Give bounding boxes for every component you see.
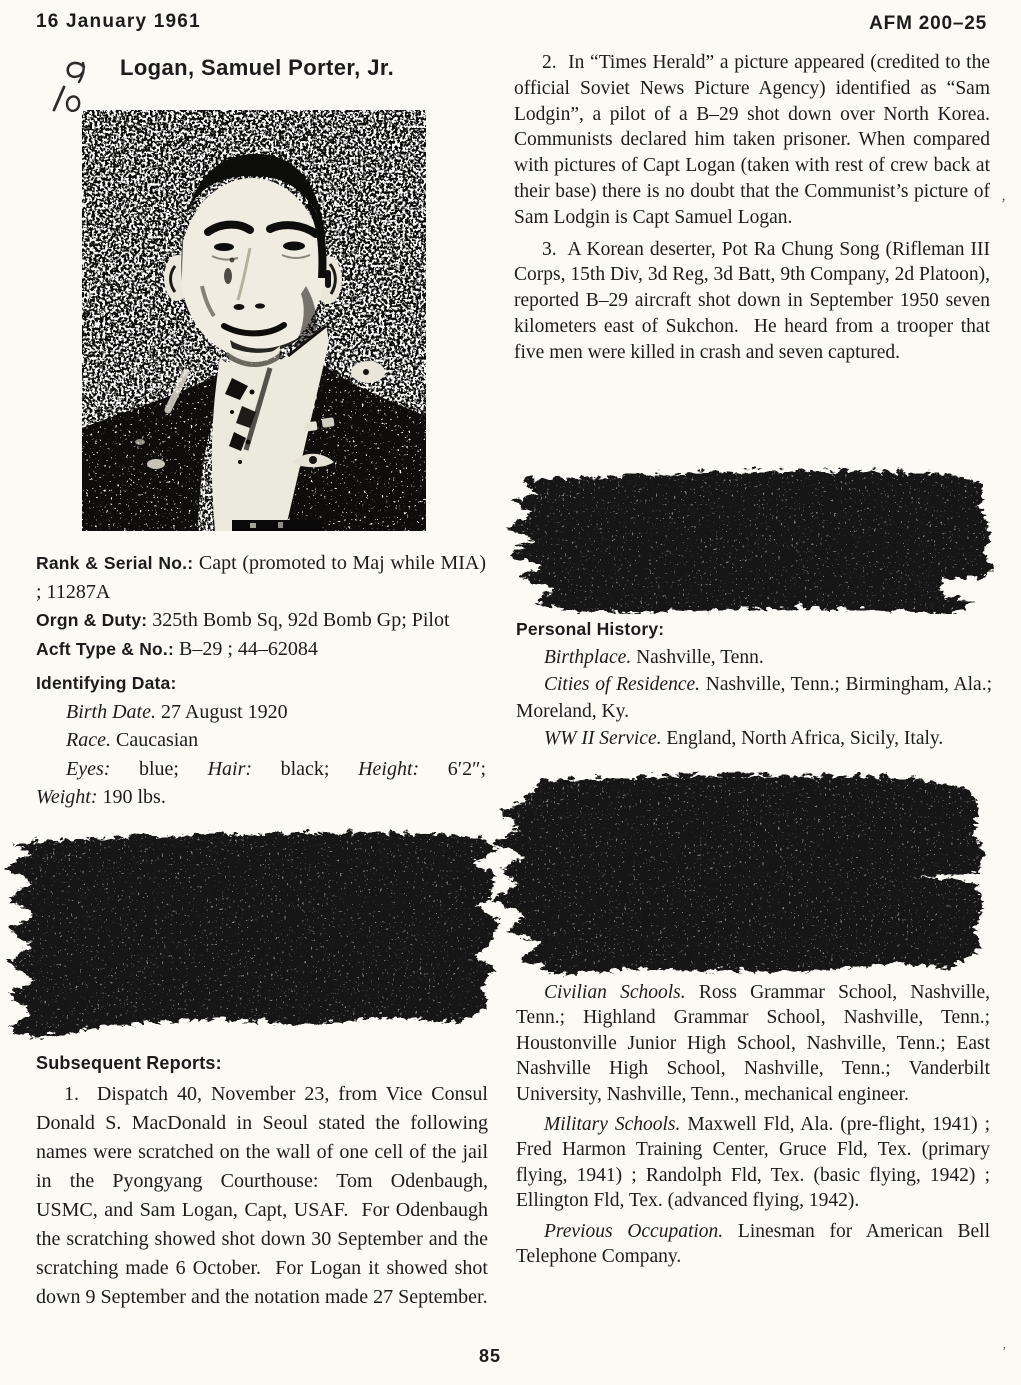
identifying-data-heading: Identifying Data:: [36, 673, 177, 693]
field-ww2-value: England, North Africa, Sicily, Italy.: [666, 728, 944, 749]
field-eyes-value: blue;: [139, 757, 179, 780]
subsequent-reports-section: [36, 1049, 488, 1312]
personal-history-section: [516, 616, 992, 752]
field-hair-value: black;: [280, 757, 330, 780]
field-previous-occupation-label: Previous Occupation.: [544, 1220, 724, 1242]
narrative-section: [514, 50, 990, 366]
field-military-schools-value: Maxwell Fld, Ala. (pre-flight, 1941) ; Fred Harmon Training Center, Gruce Fld, Tex. (primary flying, 1941) ; Randolph Fld, Tex. (basic flying, 1942) ; Ellington Fld, Tex. (advanced flying, 1942).: [516, 1114, 991, 1212]
subsequent-reports-paragraph-1: 1. Dispatch 40, November 23, from Vice Consul Donald S. MacDonald in Seoul stated the following names were scratched on the wall of one cell of the jail in the Pyongyang Courthouse: Tom Odenbaugh, USMC, and Sam Logan, Capt, USAF. For Odenbaugh the scratching showed shot down 30 September and the scratching made 6 October. For Logan it showed shot down 9 September and the notation made 27 September.: [36, 1083, 488, 1308]
field-physical-traits: [36, 755, 486, 784]
redacted-block-right-lower: [478, 770, 994, 982]
field-weight: [36, 783, 486, 812]
field-previous-occupation: [516, 1219, 990, 1270]
education-section: [516, 980, 990, 1269]
field-height-label: Height:: [358, 757, 420, 780]
field-birthplace-value: Nashville, Tenn.: [636, 647, 764, 668]
subsequent-reports-heading: Subsequent Reports:: [36, 1053, 222, 1073]
field-civilian-schools: [516, 980, 990, 1107]
service-data-section: [36, 549, 486, 812]
field-acft-type-value: B–29 ; 44–62084: [179, 637, 318, 660]
header-doc-reference: AFM 200–25: [869, 13, 987, 34]
scan-artifact-speck: ’: [1001, 196, 1006, 212]
field-military-schools-label: Military Schools.: [544, 1114, 681, 1136]
field-cities-value: Nashville, Tenn.; Birmingham, Ala.; Moreland, Ky.: [516, 674, 993, 722]
redacted-block-left: [0, 824, 502, 1056]
field-birth-date: [36, 698, 486, 727]
field-acft-type-label: Acft Type & No.:: [36, 638, 175, 659]
field-rank-serial: [36, 549, 486, 606]
field-rank-serial-label: Rank & Serial No.:: [36, 553, 194, 573]
field-birth-date-label: Birth Date.: [66, 700, 156, 723]
redacted-block-right-upper: [494, 464, 994, 614]
field-weight-value: 190 lbs.: [102, 786, 166, 808]
field-orgn-duty-label: Orgn & Duty:: [36, 610, 148, 630]
narrative-paragraph-2: 2. In “Times Herald” a picture appeared (credited to the official Soviet News Picture Agency) identified as “Sam Lodgin”, a pilot of a B–29 shot down over North Korea. Communists declared him taken prisoner. When compared with pictures of Capt Logan (taken with rest of crew back at their base) there is no doubt that the Communist’s picture of Sam Lodgin is Capt Samuel Logan.: [514, 52, 990, 228]
field-height-value: 6′2″;: [447, 757, 486, 780]
field-birthplace: [516, 644, 992, 671]
subject-name-title: Logan, Samuel Porter, Jr.: [120, 55, 395, 80]
field-orgn-duty: [36, 606, 486, 635]
field-previous-occupation-value: Linesman for American Bell Telephone Company.: [516, 1220, 991, 1268]
field-acft-type: [36, 635, 486, 664]
field-birthplace-label: Birthplace.: [544, 647, 632, 668]
personal-history-heading: Personal History:: [516, 619, 665, 639]
field-birth-date-value: 27 August 1920: [161, 700, 288, 723]
page-number: 85: [479, 1346, 502, 1366]
field-weight-label: Weight:: [36, 786, 98, 808]
field-cities-label: Cities of Residence.: [544, 674, 701, 695]
field-race-label: Race.: [66, 729, 111, 751]
field-civilian-schools-label: Civilian Schools.: [544, 982, 686, 1003]
narrative-paragraph-3: 3. A Korean deserter, Pot Ra Chung Song (Rifleman III Corps, 15th Div, 3d Reg, 3d Batt, 9th Company, 2d Platoon), reported B–29 aircraft shot down in September 1950 seven kilometers east of Sukchon. He heard from a trooper that five men were killed in crash and seven captured.: [514, 238, 990, 363]
field-orgn-duty-value: 325th Bomb Sq, 92d Bomb Gp; Pilot: [152, 609, 450, 631]
field-cities-of-residence: [516, 671, 992, 725]
field-hair-label: Hair:: [207, 757, 253, 780]
field-military-schools: [516, 1112, 990, 1214]
field-rank-serial-value: Capt (promoted to Maj while MIA) ; 11287A: [36, 552, 487, 603]
handwritten-mark: [46, 56, 100, 114]
scan-artifact-speck: ,: [1003, 1337, 1006, 1351]
field-race: [36, 726, 486, 755]
header-date: 16 January 1961: [36, 11, 201, 32]
subject-portrait-photo: [82, 110, 426, 531]
field-civilian-schools-value: Ross Grammar School, Nashville, Tenn.; Highland Grammar School, Nashville, Tenn.; Houstonville Junior High School, Nashville, Tenn.; East Nashville High School, Nashville, Tenn.; Vanderbilt University, Nashville, Tenn., mechanical engineer.: [516, 982, 990, 1105]
field-ww2-service: [516, 725, 992, 752]
field-eyes-label: Eyes:: [66, 757, 111, 780]
field-ww2-label: WW II Service.: [544, 728, 662, 749]
field-race-value: Caucasian: [115, 729, 199, 751]
